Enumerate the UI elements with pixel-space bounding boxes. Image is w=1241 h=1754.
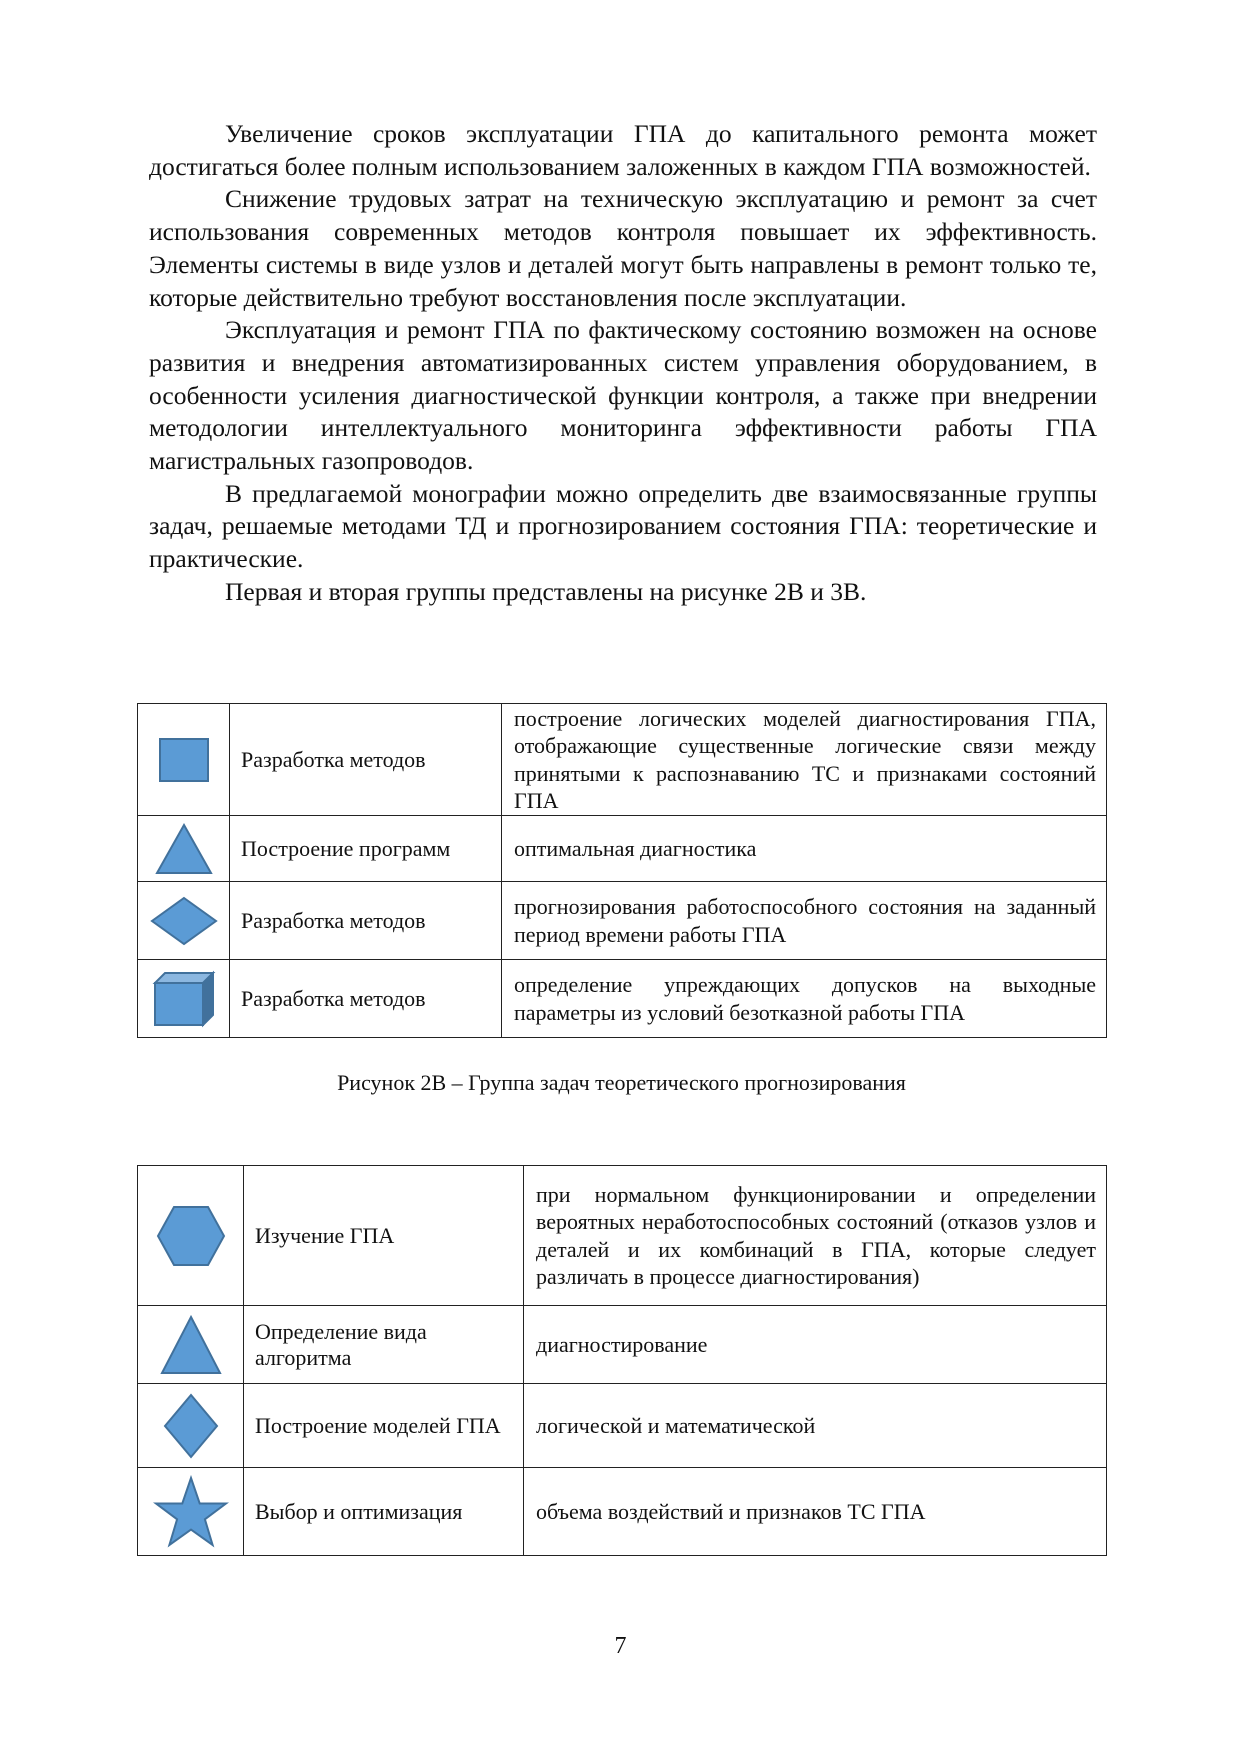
table-row xyxy=(138,1306,1107,1384)
task-description: построение логических моделей диагностирования ГПА, отображающие существенные логические связи между принятыми к распознаванию ТС и признаками состояний ГПА xyxy=(502,704,1107,816)
star-icon xyxy=(153,1475,229,1549)
task-label: Определение вида алгоритма xyxy=(244,1306,524,1384)
paragraph-2: Снижение трудовых затрат на техническую эксплуатацию и ремонт за счет использования современных методов контроля повышает их эффективность. Элементы системы в виде узлов и деталей могут быть направлены в ремонт только те, которые действительно требуют восстановления после эксплуатации. xyxy=(149,184,1097,312)
task-description: диагностирование xyxy=(524,1306,1107,1384)
task-description: логической и математической xyxy=(524,1384,1107,1468)
task-label: Построение программ xyxy=(230,816,502,882)
diamond-icon xyxy=(162,1392,220,1460)
triangle-icon xyxy=(159,1314,223,1376)
paragraph-1: Увеличение сроков эксплуатации ГПА до капитального ремонта может достигаться более полным использованием заложенных в каждом ГПА возможностей. xyxy=(149,119,1097,181)
task-label: Разработка методов xyxy=(230,882,502,960)
table-row xyxy=(138,704,1107,816)
icon-cell xyxy=(138,816,230,882)
task-description: определение упреждающих допусков на выходные параметры из условий безотказной работы ГПА xyxy=(502,960,1107,1038)
task-label: Выбор и оптимизация xyxy=(244,1468,524,1556)
task-description: при нормальном функционировании и определении вероятных неработоспособных состояний (отказов узлов и деталей и их комбинаций в ГПА, которые следует различать в процессе диагностирования) xyxy=(524,1166,1107,1306)
icon-cell xyxy=(138,1166,244,1306)
task-description: объема воздействий и признаков ТС ГПА xyxy=(524,1468,1107,1556)
paragraph-3: Эксплуатация и ремонт ГПА по фактическому состоянию возможен на основе развития и внедрения автоматизированных систем управления оборудованием, в особенности усиления диагностической функции контроля, а также при внедрении методологии интеллектуального мониторинга эффективности работы ГПА магистральных газопроводов. xyxy=(149,315,1097,476)
task-label: Построение моделей ГПА xyxy=(244,1384,524,1468)
paragraph-5: Первая и вторая группы представлены на рисунке 2В и 3В. xyxy=(225,576,867,606)
table-row xyxy=(138,960,1107,1038)
icon-cell xyxy=(138,704,230,816)
icon-cell xyxy=(138,960,230,1038)
triangle-icon xyxy=(154,822,214,876)
table-row xyxy=(138,1384,1107,1468)
task-description: оптимальная диагностика xyxy=(502,816,1107,882)
cube-icon xyxy=(152,970,216,1028)
icon-cell xyxy=(138,882,230,960)
task-label: Разработка методов xyxy=(230,704,502,816)
square-icon xyxy=(157,736,211,784)
diamond-icon xyxy=(149,895,219,947)
task-description: прогнозирования работоспособного состояния на заданный период времени работы ГПА xyxy=(502,882,1107,960)
page-number: 7 xyxy=(614,1633,627,1659)
icon-cell xyxy=(138,1306,244,1384)
task-label: Разработка методов xyxy=(230,960,502,1038)
table-row xyxy=(138,816,1107,882)
paragraph-4: В предлагаемой монографии можно определить две взаимосвязанные группы задач, решаемые методами ТД и прогнозированием состояния ГПА: теоретические и практические. xyxy=(149,478,1097,574)
figure-2b-table xyxy=(137,703,1107,1038)
table-row xyxy=(138,882,1107,960)
icon-cell xyxy=(138,1468,244,1556)
table-row xyxy=(138,1468,1107,1556)
figure-3b-table xyxy=(137,1165,1107,1556)
figure-2b-caption: Рисунок 2В – Группа задач теоретического прогнозирования xyxy=(337,1070,906,1095)
table-row xyxy=(138,1166,1107,1306)
task-label: Изучение ГПА xyxy=(244,1166,524,1306)
icon-cell xyxy=(138,1384,244,1468)
body-text xyxy=(149,118,1097,609)
hexagon-icon xyxy=(155,1204,227,1268)
